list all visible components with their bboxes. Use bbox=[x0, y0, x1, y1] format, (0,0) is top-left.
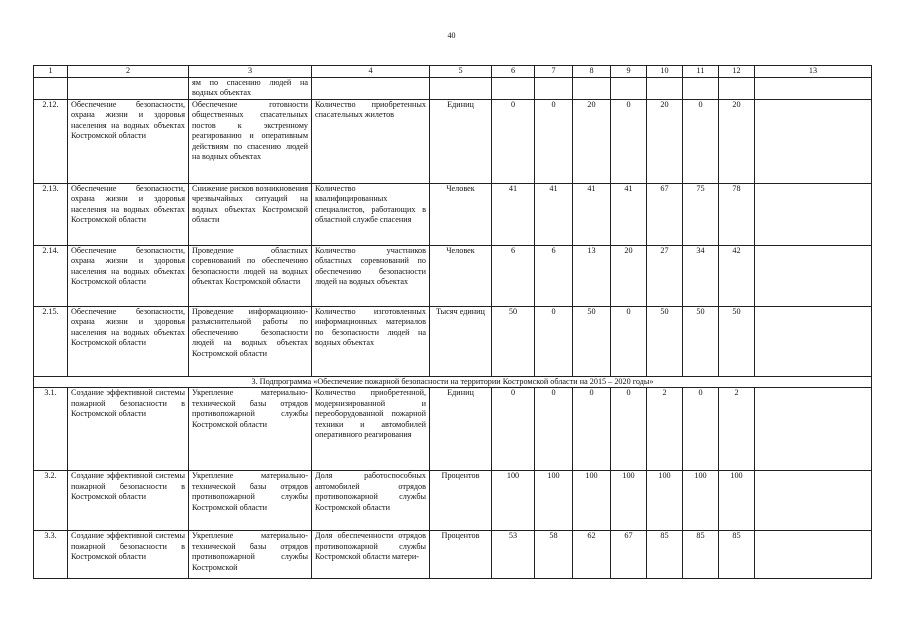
column-number-row bbox=[34, 66, 872, 78]
cell-event: Проведение областных соревнований по обеспечению безопасности людей на водных объектах Костромской области bbox=[189, 245, 312, 306]
cell-value: 53 bbox=[492, 531, 535, 579]
cell-value: 100 bbox=[492, 471, 535, 531]
cell-notes bbox=[755, 245, 872, 306]
cell-value: 0 bbox=[611, 306, 647, 376]
column-header: 11 bbox=[683, 66, 719, 78]
cell-value: 0 bbox=[611, 99, 647, 183]
cell-value bbox=[719, 77, 755, 99]
cell-unit bbox=[430, 77, 492, 99]
cell-indicator: Количество изготовленных информационных материалов по безопасности людей на водных объектах bbox=[312, 306, 430, 376]
cell-indicator: Доля обеспеченности отрядов противопожарной службы Костромской области матери- bbox=[312, 531, 430, 579]
cell-value: 50 bbox=[719, 306, 755, 376]
subprogram-row bbox=[34, 376, 872, 388]
indicators-table bbox=[33, 65, 872, 579]
column-header: 4 bbox=[312, 66, 430, 78]
cell-value: 42 bbox=[719, 245, 755, 306]
cell-number: 2.14. bbox=[34, 245, 68, 306]
column-header: 10 bbox=[647, 66, 683, 78]
cell-notes bbox=[755, 531, 872, 579]
cell-value: 20 bbox=[611, 245, 647, 306]
cell-unit: Единиц bbox=[430, 99, 492, 183]
cell-unit: Человек bbox=[430, 183, 492, 245]
cell-value: 6 bbox=[535, 245, 573, 306]
cell-value: 100 bbox=[611, 471, 647, 531]
column-header: 13 bbox=[755, 66, 872, 78]
cell-value: 0 bbox=[492, 388, 535, 471]
cell-value: 50 bbox=[683, 306, 719, 376]
column-header: 1 bbox=[34, 66, 68, 78]
cell-event: ям по спасению людей на водных объектах bbox=[189, 77, 312, 99]
cell-value: 41 bbox=[535, 183, 573, 245]
table-row bbox=[34, 306, 872, 376]
cell-value bbox=[647, 77, 683, 99]
cell-task: Обеспечение безопасности, охрана жизни и здоровья населения на водных объектах Костромской области bbox=[68, 306, 189, 376]
cell-value: 100 bbox=[573, 471, 611, 531]
cell-number: 2.13. bbox=[34, 183, 68, 245]
cell-value: 0 bbox=[683, 99, 719, 183]
cell-value bbox=[573, 77, 611, 99]
cell-value: 0 bbox=[535, 388, 573, 471]
cell-task: Создание эффективной системы пожарной безопасности в Костромской области bbox=[68, 531, 189, 579]
cell-task: Создание эффективной системы пожарной безопасности в Костромской области bbox=[68, 388, 189, 471]
cell-value bbox=[611, 77, 647, 99]
cell-notes bbox=[755, 183, 872, 245]
cell-value: 6 bbox=[492, 245, 535, 306]
cell-value: 41 bbox=[611, 183, 647, 245]
cell-value: 62 bbox=[573, 531, 611, 579]
cell-value: 50 bbox=[492, 306, 535, 376]
cell-value: 67 bbox=[611, 531, 647, 579]
cell-unit: Единиц bbox=[430, 388, 492, 471]
cell-task: Обеспечение безопасности, охрана жизни и здоровья населения на водных объектах Костромской области bbox=[68, 245, 189, 306]
cell-notes bbox=[755, 388, 872, 471]
table-row bbox=[34, 183, 872, 245]
cell-value bbox=[492, 77, 535, 99]
cell-event: Укрепление материально-технической базы отрядов противопожарной службы Костромской области bbox=[189, 388, 312, 471]
column-header: 3 bbox=[189, 66, 312, 78]
column-header: 9 bbox=[611, 66, 647, 78]
cell-notes bbox=[755, 471, 872, 531]
cell-number: 3.3. bbox=[34, 531, 68, 579]
table-row bbox=[34, 99, 872, 183]
cell-event: Проведение информационно-разъяснительной работы по обеспечению безопасности людей на водных объектах Костромской области bbox=[189, 306, 312, 376]
cell-value: 2 bbox=[647, 388, 683, 471]
cell-value: 75 bbox=[683, 183, 719, 245]
column-header: 2 bbox=[68, 66, 189, 78]
column-header: 6 bbox=[492, 66, 535, 78]
cell-indicator: Количество квалифицированных специалистов, работающих в областной службе спасения bbox=[312, 183, 430, 245]
cell-value: 20 bbox=[573, 99, 611, 183]
cell-value: 50 bbox=[647, 306, 683, 376]
cell-event: Укрепление материально-технической базы отрядов противопожарной службы Костромской области bbox=[189, 471, 312, 531]
cell-value: 0 bbox=[611, 388, 647, 471]
column-header: 12 bbox=[719, 66, 755, 78]
cell-value bbox=[683, 77, 719, 99]
cell-value: 13 bbox=[573, 245, 611, 306]
cell-event: Укрепление материально-технической базы отрядов противопожарной службы Костромской bbox=[189, 531, 312, 579]
cell-value: 100 bbox=[535, 471, 573, 531]
cell-task bbox=[68, 77, 189, 99]
cell-notes bbox=[755, 306, 872, 376]
column-header: 5 bbox=[430, 66, 492, 78]
cell-value: 67 bbox=[647, 183, 683, 245]
cell-value: 78 bbox=[719, 183, 755, 245]
cell-value: 100 bbox=[683, 471, 719, 531]
cell-notes bbox=[755, 99, 872, 183]
cell-value: 85 bbox=[683, 531, 719, 579]
cell-event: Снижение рисков возникновения чрезвычайных ситуаций на водных объектах Костромской области bbox=[189, 183, 312, 245]
cell-task: Создание эффективной системы пожарной безопасности в Костромской области bbox=[68, 471, 189, 531]
cell-value: 20 bbox=[719, 99, 755, 183]
column-header: 8 bbox=[573, 66, 611, 78]
cell-value: 0 bbox=[535, 99, 573, 183]
cell-value: 0 bbox=[492, 99, 535, 183]
cell-value: 34 bbox=[683, 245, 719, 306]
cell-value: 100 bbox=[647, 471, 683, 531]
cell-unit: Процентов bbox=[430, 531, 492, 579]
cell-value: 100 bbox=[719, 471, 755, 531]
page-number: 40 bbox=[447, 31, 456, 40]
cell-indicator: Количество приобретенной, модернизированной и переоборудованной пожарной техники и автомобилей оперативного реагирования bbox=[312, 388, 430, 471]
table-row bbox=[34, 531, 872, 579]
table-row bbox=[34, 77, 872, 99]
cell-number: 2.15. bbox=[34, 306, 68, 376]
cell-number: 2.12. bbox=[34, 99, 68, 183]
cell-value bbox=[535, 77, 573, 99]
cell-indicator: Количество приобретенных спасательных жилетов bbox=[312, 99, 430, 183]
cell-value: 58 bbox=[535, 531, 573, 579]
cell-value: 85 bbox=[719, 531, 755, 579]
column-header: 7 bbox=[535, 66, 573, 78]
table-row bbox=[34, 471, 872, 531]
cell-number bbox=[34, 77, 68, 99]
cell-value: 0 bbox=[683, 388, 719, 471]
cell-value: 0 bbox=[535, 306, 573, 376]
cell-indicator bbox=[312, 77, 430, 99]
cell-task: Обеспечение безопасности, охрана жизни и здоровья населения на водных объектах Костромской области bbox=[68, 183, 189, 245]
cell-unit: Процентов bbox=[430, 471, 492, 531]
table-row bbox=[34, 245, 872, 306]
cell-unit: Тысяч единиц bbox=[430, 306, 492, 376]
cell-value: 41 bbox=[573, 183, 611, 245]
cell-number: 3.1. bbox=[34, 388, 68, 471]
cell-value: 27 bbox=[647, 245, 683, 306]
cell-value: 2 bbox=[719, 388, 755, 471]
cell-event: Обеспечение готовности общественных спасательных постов к экстренному реагированию и оперативным действиям по спасению людей на водных объектах bbox=[189, 99, 312, 183]
cell-notes bbox=[755, 77, 872, 99]
table-row bbox=[34, 388, 872, 471]
cell-task: Обеспечение безопасности, охрана жизни и здоровья населения на водных объектах Костромской области bbox=[68, 99, 189, 183]
cell-value: 41 bbox=[492, 183, 535, 245]
cell-value: 20 bbox=[647, 99, 683, 183]
subprogram-title: 3. Подпрограмма «Обеспечение пожарной безопасности на территории Костромской области на 2015 – 2020 годы» bbox=[34, 376, 872, 388]
cell-unit: Человек bbox=[430, 245, 492, 306]
cell-indicator: Доля работоспособных автомобилей отрядов противопожарной службы Костромской области bbox=[312, 471, 430, 531]
cell-indicator: Количество участников областных соревнований по обеспечению безопасности людей на водных объектах bbox=[312, 245, 430, 306]
cell-number: 3.2. bbox=[34, 471, 68, 531]
cell-value: 85 bbox=[647, 531, 683, 579]
cell-value: 50 bbox=[573, 306, 611, 376]
cell-value: 0 bbox=[573, 388, 611, 471]
